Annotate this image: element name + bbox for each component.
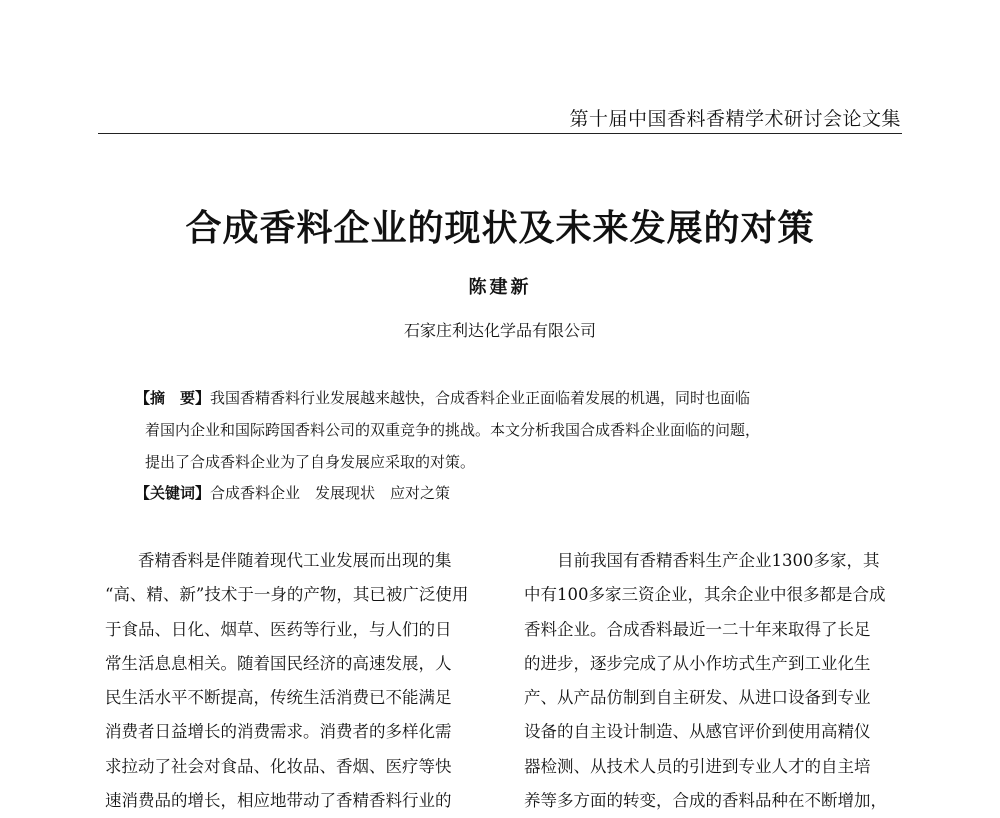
abstract-text-1: 我国香精香料行业发展越来越快，合成香料企业正面临着发展的机遇，同时也面临 — [210, 389, 751, 407]
body-right-line: 产、从产品仿制到自主研发、从进口设备到专业 — [524, 688, 871, 708]
abstract-line-3: 提出了合成香料企业为了自身发展应采取的对策。 — [145, 453, 476, 471]
keywords — [135, 482, 875, 503]
body-left-line: “高、精、新”技术于一身的产物，其已被广泛使用 — [105, 585, 469, 605]
body-right-line: 器检测、从技术人员的引进到专业人才的自主培 — [524, 756, 871, 776]
abstract-line-2: 着国内企业和国际跨国香料公司的双重竞争的挑战。本文分析我国合成香料企业面临的问题， — [145, 421, 761, 439]
author-name: 陈建新 — [468, 277, 532, 298]
keywords-text: 合成香料企业 发展现状 应对之策 — [210, 484, 451, 502]
body-left-line: 求拉动了社会对食品、化妆品、香烟、医疗等快 — [105, 756, 452, 776]
body-left-line: 速消费品的增长，相应地带动了香精香料行业的 — [105, 791, 452, 811]
abstract-label: 【摘 要】 — [135, 389, 211, 407]
body-right-line: 中有100多家三资企业，其余企业中很多都是合成 — [524, 585, 886, 605]
body-right-line: 设备的自主设计制造、从感官评价到使用高精仪 — [524, 722, 871, 742]
abstract-line-1 — [135, 382, 875, 414]
paper-title: 合成香料企业的现状及未来发展的对策 — [185, 208, 815, 249]
body-right-line: 养等多方面的转变，合成的香料品种在不断增加， — [524, 791, 887, 811]
keywords-label: 【关键词】 — [135, 484, 211, 502]
abstract — [135, 382, 875, 478]
header-rule — [98, 133, 902, 134]
affiliation: 石家庄利达化学品有限公司 — [403, 321, 596, 340]
journal-header-title: 第十届中国香料香精学术研讨会论文集 — [569, 108, 901, 130]
body-column-right — [524, 544, 919, 818]
body-left-line: 香精香料是伴随着现代工业发展而出现的集 — [105, 551, 452, 570]
body-left-line: 常生活息息相关。随着国民经济的高速发展，人 — [105, 653, 452, 673]
body-right-line: 目前我国有香精香料生产企业1300多家，其 — [524, 551, 880, 570]
body-right-line: 的进步，逐步完成了从小作坊式生产到工业化生 — [524, 653, 871, 673]
body-left-line: 消费者日益增长的消费需求。消费者的多样化需 — [105, 722, 452, 742]
body-left-line: 民生活水平不断提高，传统生活消费已不能满足 — [105, 688, 452, 708]
body-right-line: 香料企业。合成香料最近一二十年来取得了长足 — [524, 619, 871, 639]
body-column-left — [105, 544, 500, 818]
body-left-line: 于食品、日化、烟草、医药等行业，与人们的日 — [105, 619, 452, 639]
